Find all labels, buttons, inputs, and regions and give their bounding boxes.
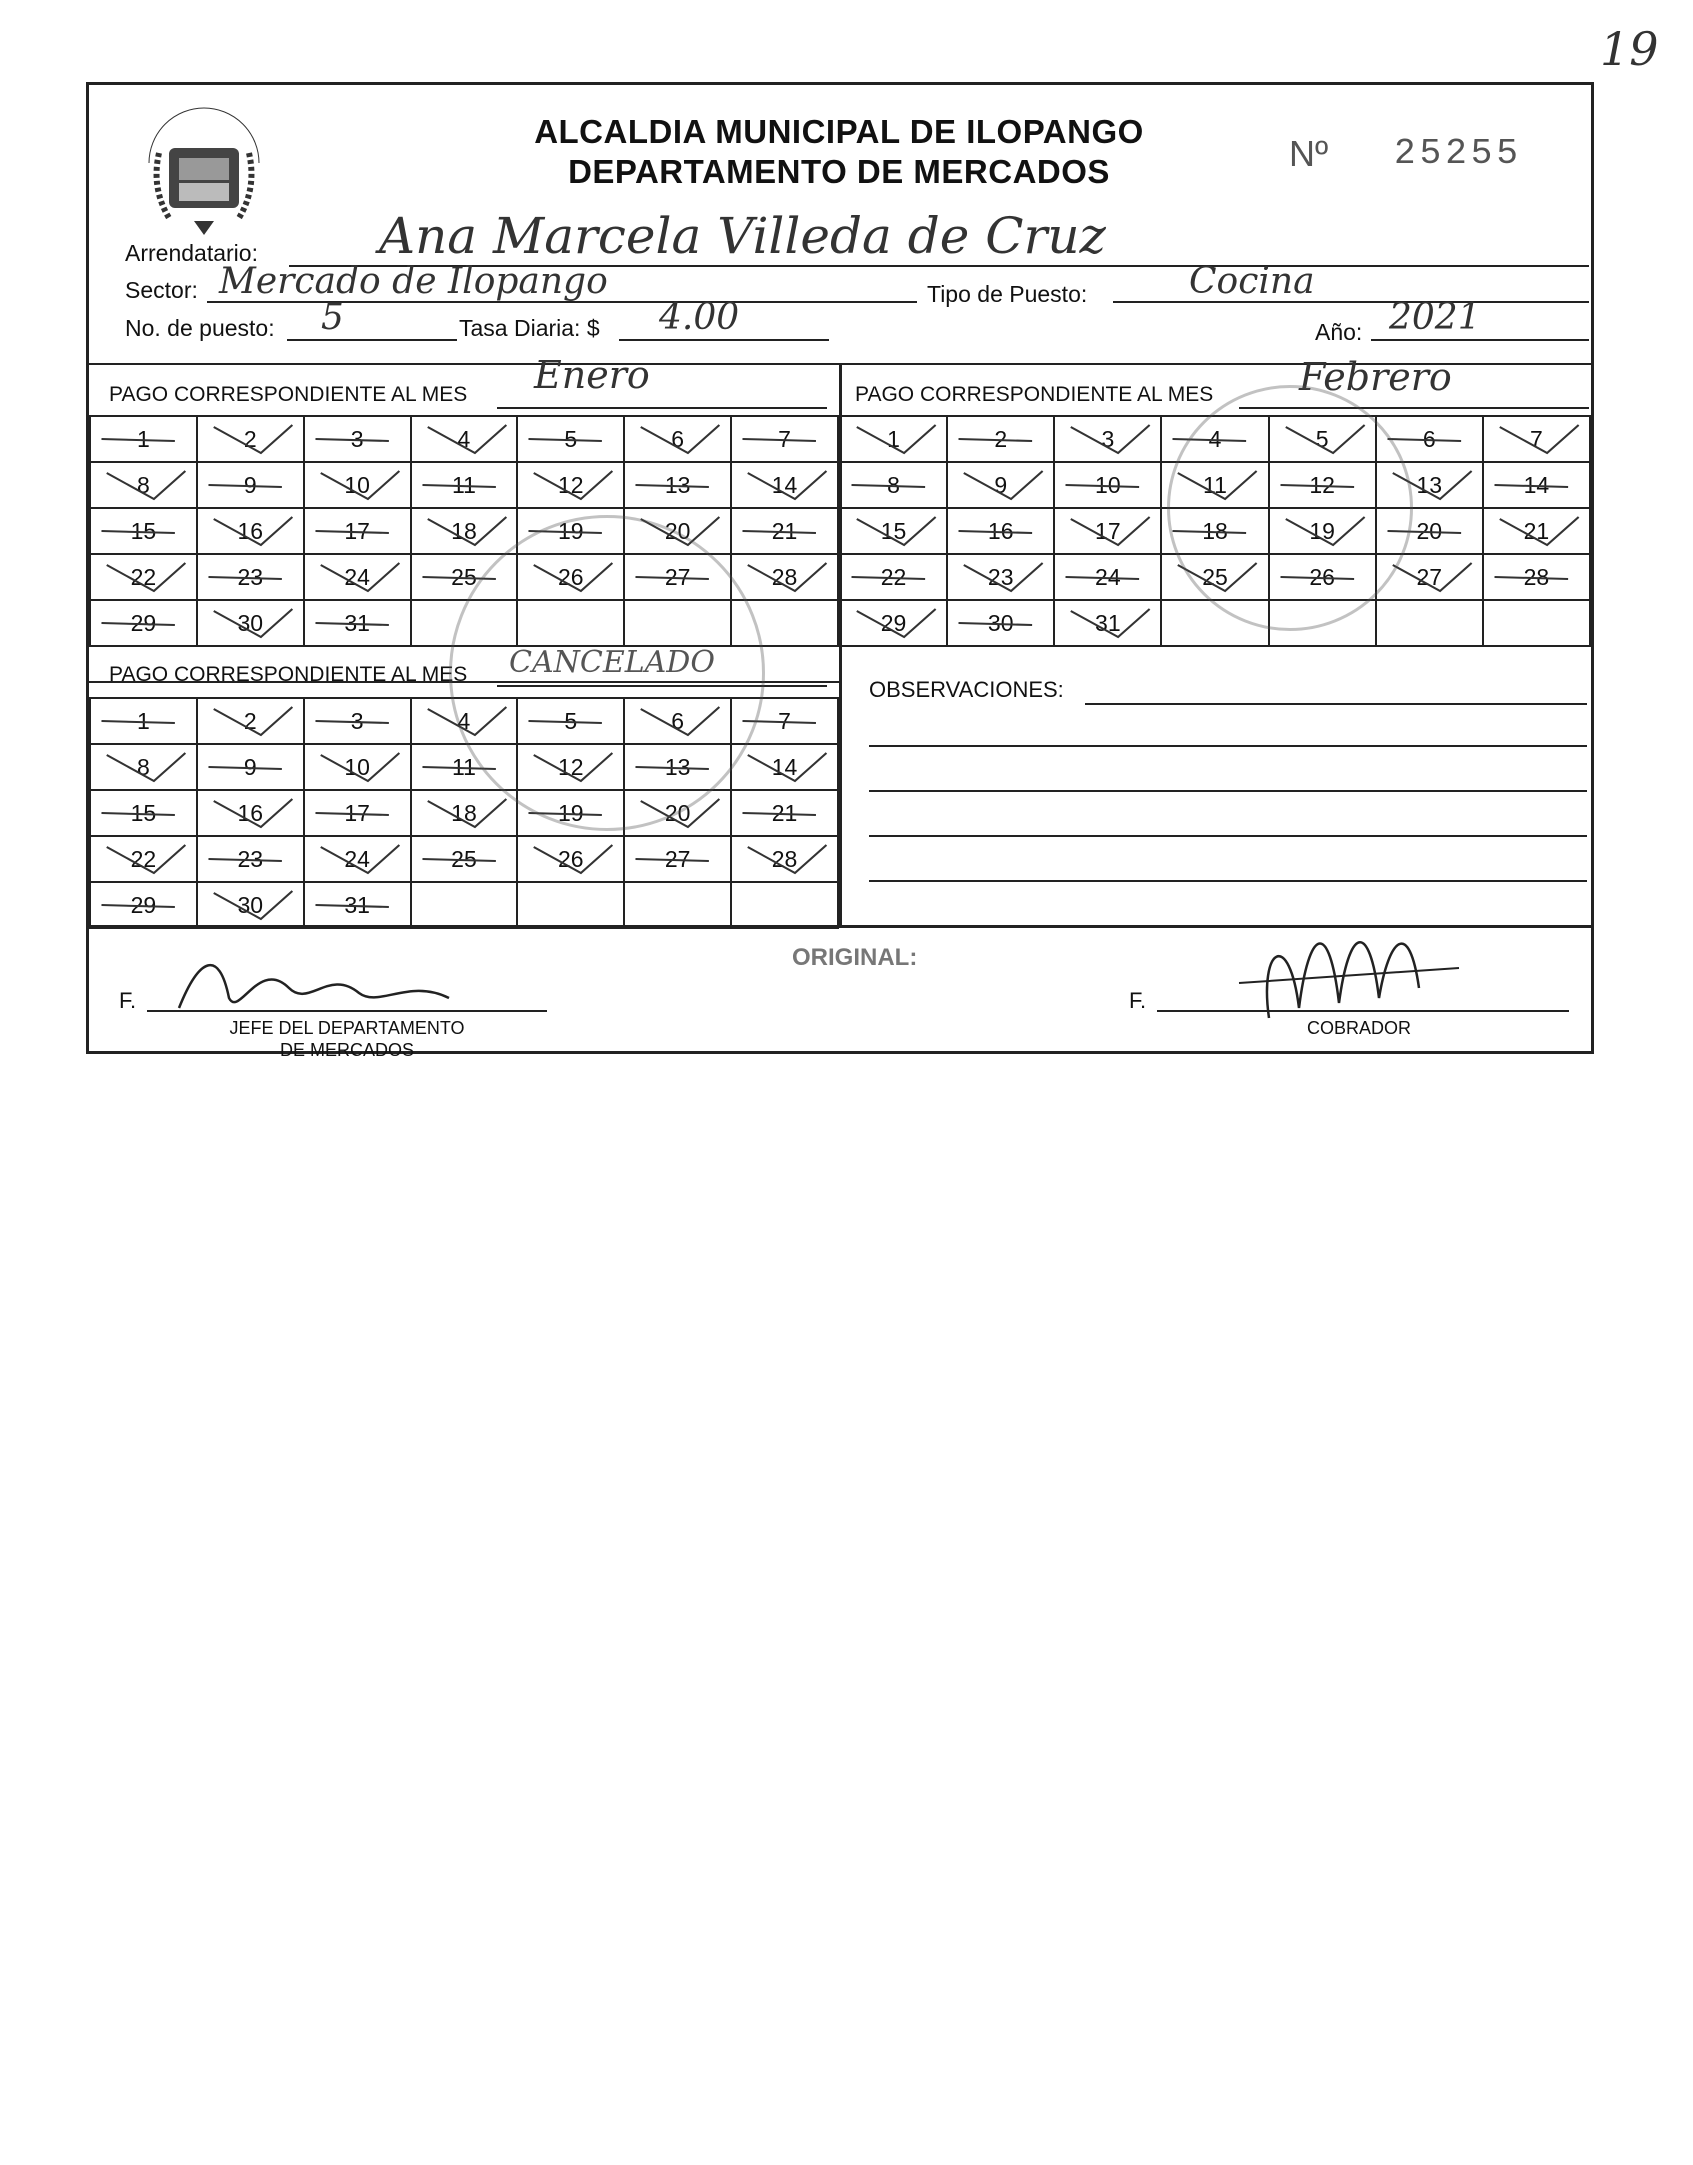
payment-check-mark <box>1484 463 1589 507</box>
payment-check-mark <box>518 417 623 461</box>
payment-check-mark <box>625 463 730 507</box>
day-cell: 25 <box>411 554 518 600</box>
payment-check-mark <box>948 555 1053 599</box>
day-cell: 18 <box>1161 508 1268 554</box>
day-cell: 1 <box>840 416 947 462</box>
day-cell: 13 <box>1376 462 1483 508</box>
day-row <box>840 600 1590 646</box>
signature-area <box>89 925 1591 1060</box>
payment-check-mark <box>198 883 303 927</box>
month-1-value: Enero <box>534 353 650 397</box>
payment-check-mark <box>91 791 196 835</box>
sector-value: Mercado de Ilopango <box>219 261 608 302</box>
day-cell: 2 <box>947 416 1054 462</box>
day-cell <box>517 882 624 928</box>
day-cell <box>1483 600 1590 646</box>
payment-check-mark <box>1055 601 1160 645</box>
jefe-caption-1: JEFE DEL DEPARTAMENTO <box>229 1018 465 1038</box>
payment-check-mark <box>412 837 517 881</box>
day-cell: 20 <box>1376 508 1483 554</box>
day-cell: 15 <box>90 508 197 554</box>
payment-check-mark <box>732 463 837 507</box>
day-cell: 12 <box>517 744 624 790</box>
day-cell: 14 <box>1483 462 1590 508</box>
day-cell: 4 <box>411 416 518 462</box>
payment-check-mark <box>305 463 410 507</box>
payment-check-mark <box>198 555 303 599</box>
payment-check-mark <box>198 463 303 507</box>
payment-check-mark <box>1484 555 1589 599</box>
payment-check-mark <box>948 417 1053 461</box>
day-cell: 24 <box>304 554 411 600</box>
cobrador-caption: COBRADOR <box>1306 1018 1411 1038</box>
day-row <box>90 790 838 836</box>
tipo-line <box>1113 301 1589 303</box>
payment-check-mark <box>305 555 410 599</box>
day-cell: 30 <box>197 600 304 646</box>
observaciones-line-4 <box>869 835 1587 837</box>
payment-check-mark <box>948 509 1053 553</box>
payment-check-mark <box>412 417 517 461</box>
payment-check-mark <box>732 745 837 789</box>
payment-check-mark <box>625 417 730 461</box>
day-cell: 14 <box>731 744 838 790</box>
day-cell: 1 <box>90 416 197 462</box>
payment-check-mark <box>305 601 410 645</box>
payment-check-mark <box>305 699 410 743</box>
day-cell: 8 <box>90 462 197 508</box>
page-number: 19 <box>1600 22 1659 76</box>
day-cell: 17 <box>304 508 411 554</box>
observaciones-line-1 <box>1085 703 1587 705</box>
payment-check-mark <box>198 601 303 645</box>
day-cell: 11 <box>1161 462 1268 508</box>
day-row <box>90 882 838 928</box>
observaciones-line-3 <box>869 790 1587 792</box>
payment-check-mark <box>305 883 410 927</box>
day-row <box>90 508 838 554</box>
month-1-line <box>497 407 827 409</box>
payment-check-mark <box>841 601 946 645</box>
payment-check-mark <box>841 509 946 553</box>
day-cell: 31 <box>304 882 411 928</box>
day-cell: 11 <box>411 744 518 790</box>
payment-check-mark <box>91 509 196 553</box>
anio-value: 2021 <box>1389 297 1481 338</box>
payment-check-mark <box>732 791 837 835</box>
day-cell: 27 <box>624 836 731 882</box>
payment-check-mark <box>198 509 303 553</box>
payment-check-mark <box>91 555 196 599</box>
observaciones-line-5 <box>869 880 1587 882</box>
day-cell: 18 <box>411 790 518 836</box>
payment-check-mark <box>91 745 196 789</box>
puesto-line <box>287 339 457 341</box>
arrendatario-value: Ana Marcela Villeda de Cruz <box>379 207 1106 265</box>
payment-check-mark <box>412 791 517 835</box>
day-cell: 31 <box>304 600 411 646</box>
day-cell: 19 <box>1269 508 1376 554</box>
cancelado-stamp <box>1167 385 1413 631</box>
tipo-value: Cocina <box>1189 261 1315 302</box>
payment-check-mark <box>1484 509 1589 553</box>
payment-check-mark <box>1055 417 1160 461</box>
day-cell: 9 <box>197 744 304 790</box>
month-2-label: PAGO CORRESPONDIENTE AL MES <box>855 383 1214 406</box>
day-cell: 25 <box>1161 554 1268 600</box>
day-cell: 10 <box>304 744 411 790</box>
month-1-label: PAGO CORRESPONDIENTE AL MES <box>109 383 468 406</box>
day-cell: 24 <box>304 836 411 882</box>
day-row <box>90 462 838 508</box>
title-line-1: ALCALDIA MUNICIPAL DE ILOPANGO <box>534 113 1144 150</box>
day-cell: 16 <box>947 508 1054 554</box>
day-cell: 16 <box>197 790 304 836</box>
day-cell: 27 <box>624 554 731 600</box>
day-cell: 2 <box>197 698 304 744</box>
day-cell: 26 <box>517 836 624 882</box>
month-3-label: PAGO CORRESPONDIENTE AL MES <box>109 663 468 686</box>
puesto-value: 5 <box>321 297 344 338</box>
payment-check-mark <box>1055 463 1160 507</box>
day-cell <box>1376 600 1483 646</box>
day-cell: 9 <box>197 462 304 508</box>
day-cell: 24 <box>1054 554 1161 600</box>
payment-check-mark <box>412 463 517 507</box>
day-cell: 20 <box>624 790 731 836</box>
arrendatario-label: Arrendatario: <box>125 240 258 266</box>
day-cell: 25 <box>411 836 518 882</box>
day-cell: 11 <box>411 462 518 508</box>
title-line-2: DEPARTAMENTO DE MERCADOS <box>568 153 1110 190</box>
payment-check-mark <box>91 417 196 461</box>
day-cell: 7 <box>1483 416 1590 462</box>
day-cell: 3 <box>304 416 411 462</box>
day-cell: 26 <box>517 554 624 600</box>
payment-check-mark <box>732 509 837 553</box>
day-cell: 21 <box>731 790 838 836</box>
jefe-caption-2: DE MERCADOS <box>279 1040 414 1060</box>
payment-check-mark <box>198 837 303 881</box>
day-cell: 31 <box>1054 600 1161 646</box>
day-cell: 13 <box>624 462 731 508</box>
payment-check-mark <box>305 837 410 881</box>
day-cell: 15 <box>90 790 197 836</box>
day-cell <box>624 882 731 928</box>
payment-check-mark <box>732 555 837 599</box>
day-cell: 22 <box>90 836 197 882</box>
payment-check-mark <box>841 417 946 461</box>
day-row <box>90 836 838 882</box>
day-cell: 29 <box>90 882 197 928</box>
payment-check-mark <box>518 837 623 881</box>
observaciones-line-2 <box>869 745 1587 747</box>
day-cell: 21 <box>1483 508 1590 554</box>
day-row <box>90 416 838 462</box>
day-cell: 23 <box>197 836 304 882</box>
day-cell: 22 <box>840 554 947 600</box>
day-cell: 8 <box>840 462 947 508</box>
payment-check-mark <box>948 463 1053 507</box>
payment-check-mark <box>305 745 410 789</box>
anio-label: Año: <box>1315 319 1363 345</box>
anio-line <box>1371 339 1589 341</box>
payment-check-mark <box>91 463 196 507</box>
market-payment-card <box>86 82 1594 1060</box>
day-cell: 7 <box>731 698 838 744</box>
day-cell: 4 <box>1161 416 1268 462</box>
tasa-value: 4.00 <box>659 297 740 338</box>
day-cell: 14 <box>731 462 838 508</box>
payment-check-mark <box>198 699 303 743</box>
sector-label: Sector: <box>125 277 198 303</box>
payment-check-mark <box>198 417 303 461</box>
payment-check-mark <box>91 837 196 881</box>
day-cell: 13 <box>624 744 731 790</box>
day-cell: 19 <box>517 508 624 554</box>
day-cell: 2 <box>197 416 304 462</box>
payment-check-mark <box>732 417 837 461</box>
payment-check-mark <box>305 791 410 835</box>
payment-check-mark <box>732 837 837 881</box>
day-cell: 6 <box>624 698 731 744</box>
month-3-value: CANCELADO <box>509 645 715 680</box>
payment-check-mark <box>841 555 946 599</box>
day-cell: 21 <box>731 508 838 554</box>
day-cell <box>411 882 518 928</box>
number-label: Nº <box>1289 133 1329 174</box>
day-cell: 5 <box>517 698 624 744</box>
payment-check-mark <box>198 745 303 789</box>
day-cell: 1 <box>90 698 197 744</box>
day-cell <box>731 882 838 928</box>
receipt-number: 25255 <box>1394 133 1523 174</box>
month-2-value: Febrero <box>1299 355 1452 399</box>
payment-check-mark <box>198 791 303 835</box>
day-cell: 16 <box>197 508 304 554</box>
tasa-label: Tasa Diaria: $ <box>459 315 600 341</box>
day-cell: 3 <box>1054 416 1161 462</box>
day-cell: 27 <box>1376 554 1483 600</box>
payment-check-mark <box>305 417 410 461</box>
payment-check-mark <box>91 699 196 743</box>
day-cell: 19 <box>517 790 624 836</box>
payment-check-mark <box>1055 509 1160 553</box>
jefe-f-label: F. <box>119 988 137 1013</box>
day-cell: 12 <box>1269 462 1376 508</box>
day-cell: 6 <box>624 416 731 462</box>
administracion-stamp <box>449 515 765 831</box>
day-cell: 23 <box>197 554 304 600</box>
tipo-label: Tipo de Puesto: <box>927 281 1088 307</box>
day-cell: 23 <box>947 554 1054 600</box>
day-cell: 29 <box>90 600 197 646</box>
payment-check-mark <box>305 509 410 553</box>
day-cell: 3 <box>304 698 411 744</box>
payment-check-mark <box>625 837 730 881</box>
day-cell: 29 <box>840 600 947 646</box>
day-cell: 26 <box>1269 554 1376 600</box>
payment-check-mark <box>91 883 196 927</box>
day-cell: 20 <box>624 508 731 554</box>
original-label: ORIGINAL: <box>792 944 918 971</box>
payment-check-mark <box>948 601 1053 645</box>
payment-check-mark <box>518 463 623 507</box>
puesto-label: No. de puesto: <box>125 315 275 341</box>
day-cell: 28 <box>731 554 838 600</box>
day-cell: 22 <box>90 554 197 600</box>
day-cell: 28 <box>1483 554 1590 600</box>
payment-check-mark <box>91 601 196 645</box>
day-cell: 30 <box>947 600 1054 646</box>
day-cell: 17 <box>304 790 411 836</box>
tasa-line <box>619 339 829 341</box>
payment-check-mark <box>1055 555 1160 599</box>
day-cell: 8 <box>90 744 197 790</box>
payment-check-mark <box>1484 417 1589 461</box>
day-cell: 15 <box>840 508 947 554</box>
day-cell: 6 <box>1376 416 1483 462</box>
day-cell: 5 <box>517 416 624 462</box>
day-cell: 17 <box>1054 508 1161 554</box>
day-cell: 9 <box>947 462 1054 508</box>
cobrador-f-label: F. <box>1129 988 1147 1013</box>
day-cell: 5 <box>1269 416 1376 462</box>
day-cell: 4 <box>411 698 518 744</box>
municipal-seal-icon <box>129 93 279 243</box>
day-cell: 18 <box>411 508 518 554</box>
jefe-signature-icon <box>159 938 479 1028</box>
day-cell: 10 <box>304 462 411 508</box>
observaciones-label: OBSERVACIONES: <box>869 677 1064 702</box>
day-cell: 12 <box>517 462 624 508</box>
day-cell: 7 <box>731 416 838 462</box>
day-cell: 30 <box>197 882 304 928</box>
day-cell: 28 <box>731 836 838 882</box>
payment-check-mark <box>841 463 946 507</box>
day-cell: 10 <box>1054 462 1161 508</box>
payment-check-mark <box>412 509 517 553</box>
